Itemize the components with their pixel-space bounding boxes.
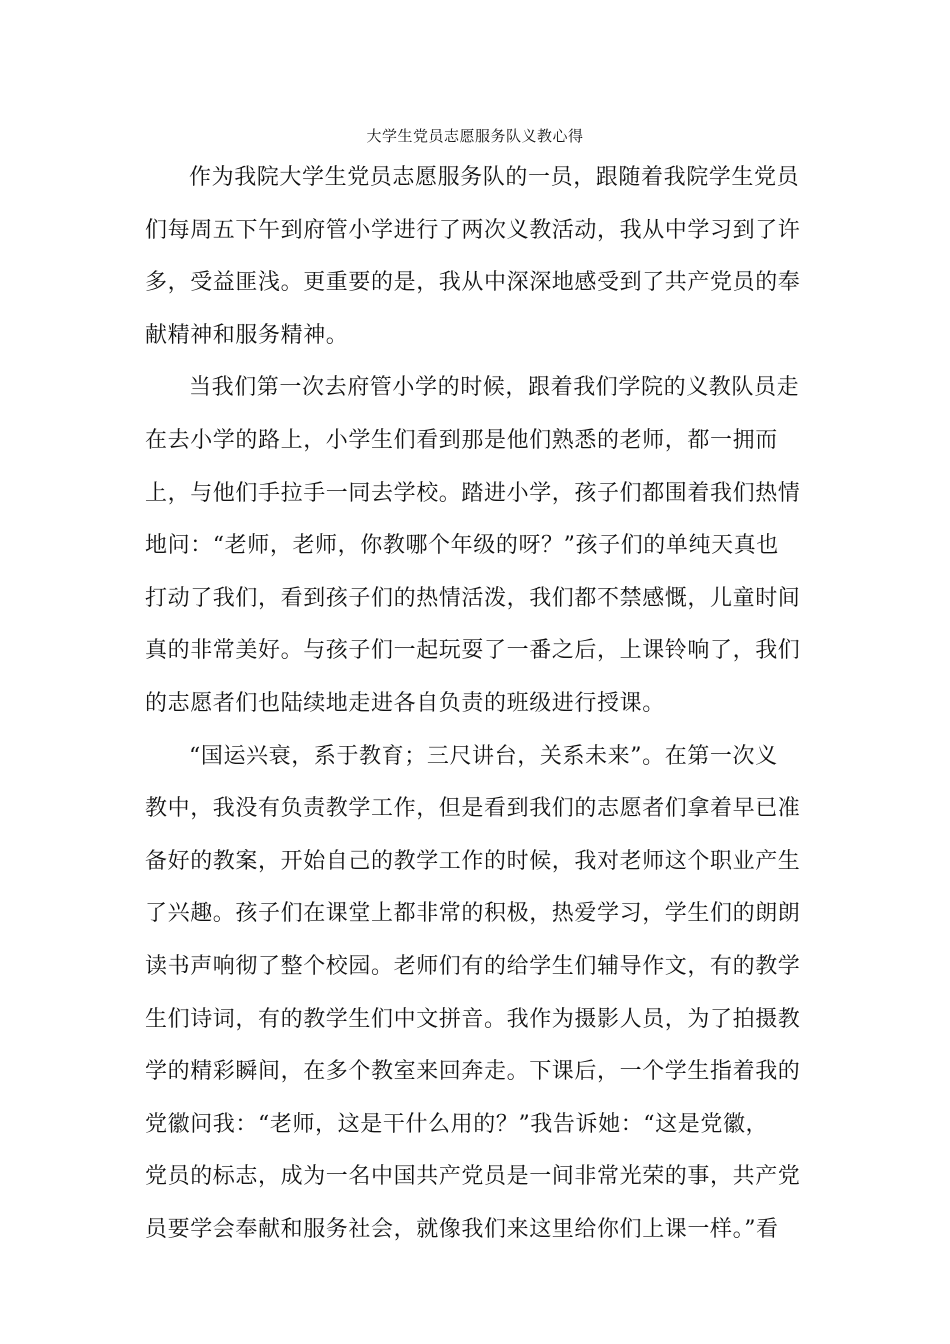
paragraph-3-line-4: 了兴趣。孩子们在课堂上都非常的积极，热爱学习，学生们的朗朗 — [145, 901, 801, 927]
paragraph-2-line-2: 在去小学的路上，小学生们看到那是他们熟悉的老师，都一拥而 — [145, 427, 778, 453]
paragraph-3-line-3: 备好的教案，开始自己的教学工作的时候，我对老师这个职业产生 — [145, 848, 801, 874]
paragraph-3-line-1: “国运兴衰，系于教育；三尺讲台，关系未来”。在第一次义 — [189, 743, 778, 769]
paragraph-3-line-9: 党员的标志，成为一名中国共产党员是一间非常光荣的事，共产党 — [145, 1164, 801, 1190]
paragraph-2-line-7: 的志愿者们也陆续地走进各自负责的班级进行授课。 — [145, 690, 665, 716]
document-title: 大学生党员志愿服务队义教心得 — [366, 127, 584, 145]
paragraph-3-line-8: 党徽问我：“老师，这是干什么用的？”我告诉她：“这是党徽， — [145, 1111, 769, 1137]
paragraph-2-line-1: 当我们第一次去府管小学的时候，跟着我们学院的义教队员走 — [189, 375, 800, 401]
document-body — [145, 160, 805, 1264]
paragraph-3-line-2: 教中，我没有负责教学工作，但是看到我们的志愿者们拿着早已准 — [145, 796, 801, 822]
paragraph-3-line-6: 生们诗词，有的教学生们中文拼音。我作为摄影人员，为了拍摄教 — [145, 1006, 801, 1032]
paragraph-2-line-6: 真的非常美好。与孩子们一起玩耍了一番之后，上课铃响了，我们 — [145, 638, 801, 664]
paragraph-1-line-1: 作为我院大学生党员志愿服务队的一员，跟随着我院学生党员 — [189, 165, 800, 190]
paragraph-2-line-5: 打动了我们，看到孩子们的热情活泼，我们都不禁感慨，儿童时间 — [145, 585, 801, 611]
paragraph-3-line-5: 读书声响彻了整个校园。老师们有的给学生们辅导作文，有的教学 — [145, 953, 801, 979]
paragraph-2-line-3: 上，与他们手拉手一同去学校。踏进小学，孩子们都围着我们热情 — [145, 480, 801, 506]
paragraph-3-line-10: 员要学会奉献和服务社会，就像我们来这里给你们上课一样。”看 — [145, 1216, 779, 1242]
paragraph-1-line-4: 献精神和服务精神。 — [145, 322, 349, 348]
paragraph-2-line-4: 地问：“老师，老师，你教哪个年级的呀？”孩子们的单纯天真也 — [145, 533, 779, 559]
paragraph-1-line-3: 多，受益匪浅。更重要的是，我从中深深地感受到了共产党员的奉 — [145, 270, 801, 296]
paragraph-3-line-7: 学的精彩瞬间，在多个教室来回奔走。下课后，一个学生指着我的 — [145, 1059, 801, 1085]
paragraph-1-line-2: 们每周五下午到府管小学进行了两次义教活动，我从中学习到了许 — [145, 217, 801, 243]
